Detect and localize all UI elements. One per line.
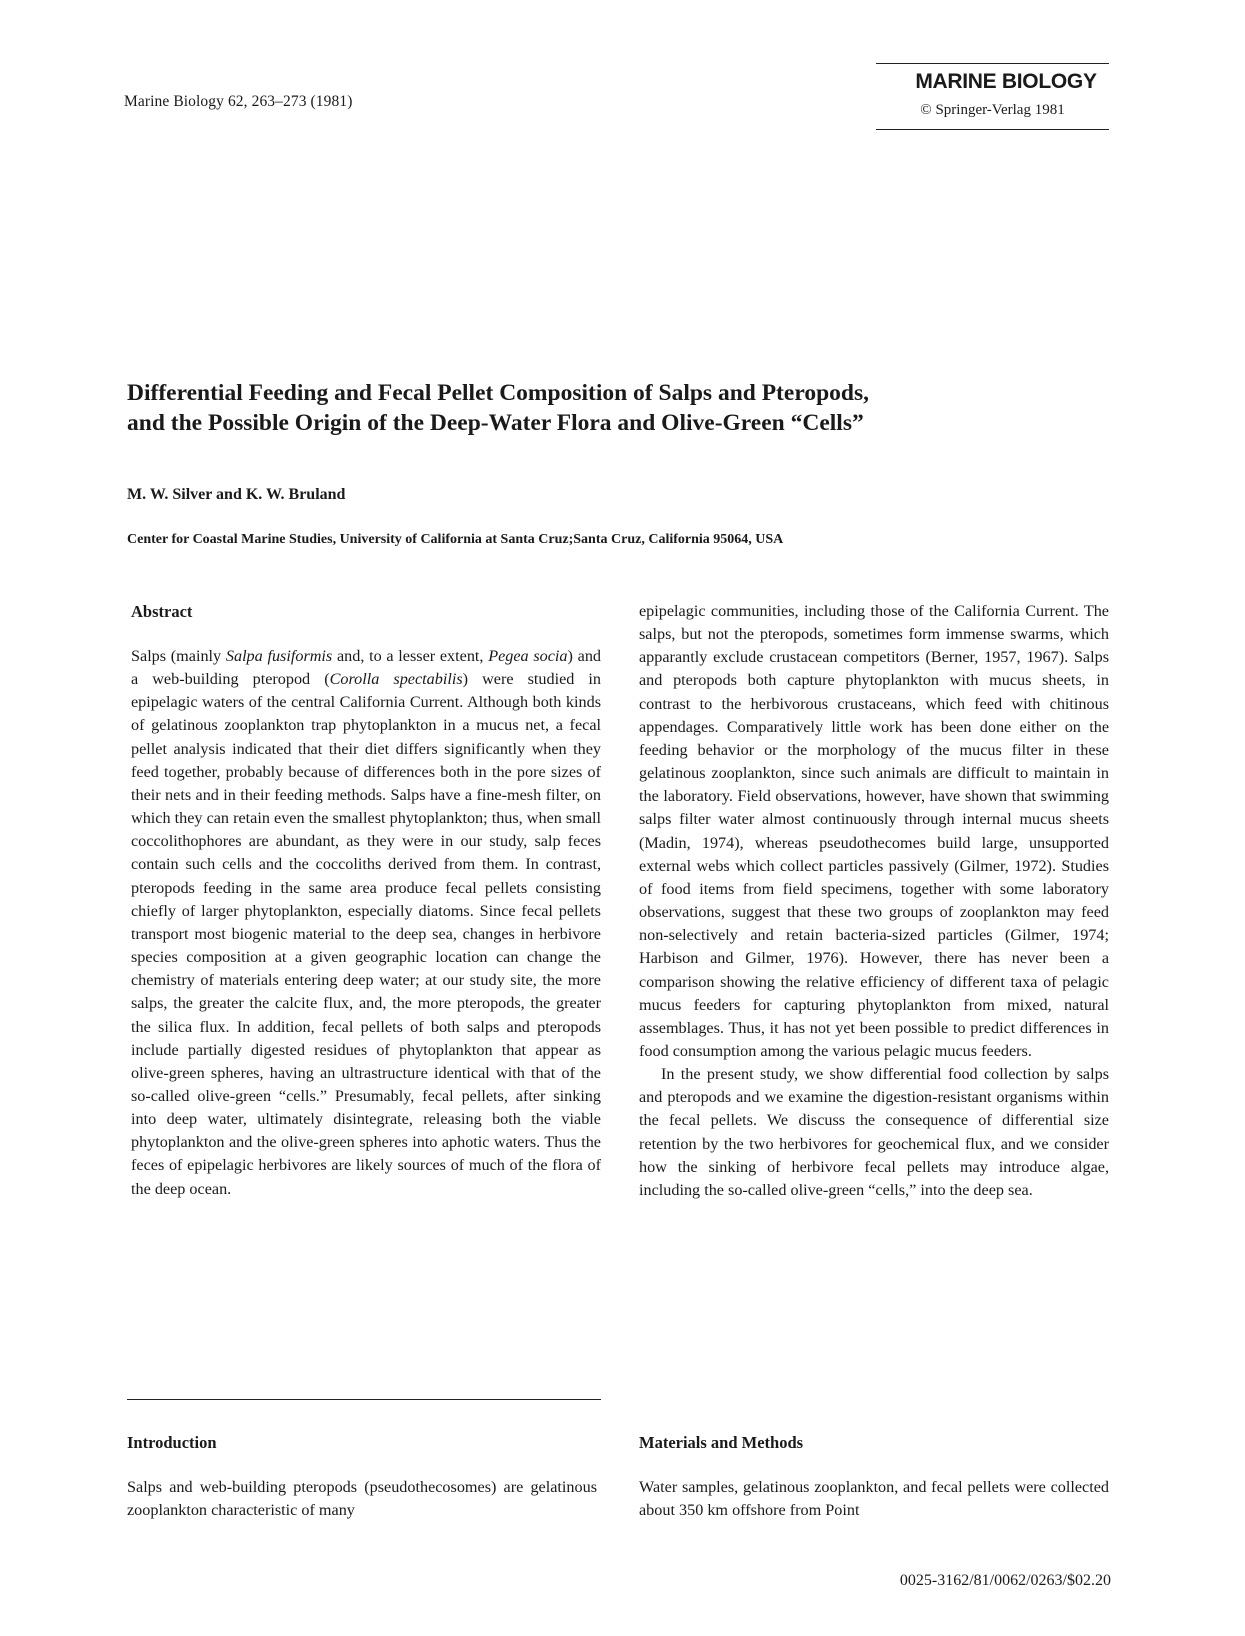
abstract-separator-rule	[127, 1399, 601, 1400]
introduction-paragraph: Salps and web-building pteropods (pseudothecosomes) are gelatinous zooplankton characteristic of many	[127, 1478, 597, 1520]
authors: M. W. Silver and K. W. Bruland	[127, 486, 346, 503]
header-rule-top	[876, 63, 1109, 64]
introduction-body	[127, 1476, 597, 1522]
abstract-body	[131, 645, 601, 1201]
header-rule-bottom	[876, 129, 1109, 130]
abstract-paragraph	[131, 645, 601, 1201]
abstract-text-2: and, to a lesser extent,	[336, 647, 484, 665]
methods-heading: Materials and Methods	[639, 1433, 804, 1452]
right-column-paragraph-1: epipelagic communities, including those of the California Current. The salps, but not the pteropods, sometimes form immense swarms, which apparantly exclude crustacean competitors (Berner, 1957, 1967). Salps and pteropods both capture phytoplankton with mucus sheets, in contrast to the herbivorous crustaceans, which feed with chitinous appendages. Comparatively little work has been done either on the feeding behavior or the morphology of the mucus filter in these gelatinous zooplankton, since such animals are difficult to maintain in the laboratory. Field observations, however, have shown that swimming salps filter water almost continuously through internal mucus sheets (Madin, 1974), whereas pseudothecomes build large, unsupported external webs which collect particles passively (Gilmer, 1972). Studies of food items from field specimens, together with some laboratory observations, suggest that these two groups of zooplankton may feed non-selectively and retain bacteria-sized particles (Gilmer, 1974; Harbison and Gilmer, 1976). However, there has never been a comparison showing the relative efficiency of different taxa of pelagic mucus feeders for capturing phytoplankton from mixed, natural assemblages. Thus, it has not yet been possible to predict differences in food consumption among the various pelagic mucus feeders.	[639, 602, 1109, 1060]
paper-title	[127, 378, 1127, 438]
abstract-text-1: Salps (mainly	[131, 647, 222, 665]
introduction-heading: Introduction	[127, 1433, 217, 1452]
paper-title-line-1: Differential Feeding and Fecal Pellet Composition of Salps and Pteropods,	[127, 380, 869, 406]
right-column-paragraph-2: In the present study, we show differential food collection by salps and pteropods and we examine the digestion-resistant organisms within the fecal pellets. We discuss the consequence of differential size retention by the two herbivores for geochemical flux, and we consider how the sinking of herbivore fecal pellets may introduce algae, including the so-called olive-green “cells,” into the deep sea.	[639, 1065, 1109, 1199]
right-column-body	[639, 600, 1109, 1202]
affiliation: Center for Coastal Marine Studies, University of California at Santa Cruz;Santa Cruz, California 95064, USA	[127, 532, 784, 547]
species-name-pegea: Pegea socia	[488, 647, 568, 665]
abstract-text-3: ) and a web-building pteropod (	[131, 647, 602, 689]
species-name-corolla: Corolla spectabilis	[329, 670, 463, 689]
copyright-notice: © Springer-Verlag 1981	[920, 102, 1065, 118]
article-code: 0025-3162/81/0062/0263/$02.20	[899, 1572, 1111, 1589]
journal-citation: Marine Biology 62, 263–273 (1981)	[124, 93, 353, 110]
journal-name: MARINE BIOLOGY	[915, 70, 1097, 93]
species-name-salpa: Salpa fusiformis	[225, 647, 333, 665]
abstract-text-4: ) were studied in epipelagic waters of the central California Current. Although both kinds of gelatinous zooplankton trap phytoplankton in a mucus net, a fecal pellet analysis indicated that their diet differs significantly when they feed together, probably because of differences both in the pore sizes of their nets and in their feeding methods. Salps have a fine-mesh filter, on which they can retain even the smallest phytoplankton; thus, when small coccolithophores are abundant, as they were in our study, salp feces contain such cells and the coccoliths derived from them. In contrast, pteropods feeding in the same area produce fecal pellets consisting chiefly of larger phytoplankton, especially diatoms. Since fecal pellets transport most biogenic material to the deep sea, changes in herbivore species composition at a given geographic location can change the chemistry of materials entering deep water; at our study site, the more salps, the greater the calcite flux, and, the more pteropods, the greater the silica flux. In addition, fecal pellets of both salps and pteropods include partially digested residues of phytoplankton that appear as olive-green spheres, having an ultrastructure identical with that of the so-called olive-green “cells.” Presumably, fecal pellets, after sinking into deep water, ultimately disintegrate, releasing both the viable phytoplankton and the olive-green spheres into aphotic waters. Thus the feces of epipelagic herbivores are likely sources of much of the flora of the deep ocean.	[131, 670, 601, 1198]
methods-paragraph: Water samples, gelatinous zooplankton, and fecal pellets were collected about 350 km offshore from Point	[639, 1478, 1109, 1520]
methods-body	[639, 1476, 1109, 1522]
abstract-heading: Abstract	[131, 602, 193, 621]
paper-title-line-2: and the Possible Origin of the Deep-Water Flora and Olive-Green “Cells”	[127, 410, 864, 436]
